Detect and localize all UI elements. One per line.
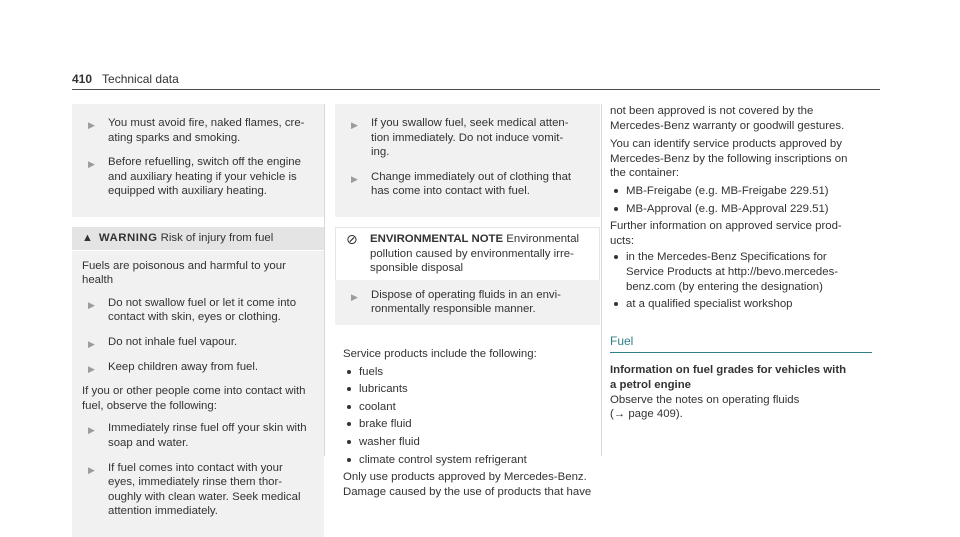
env-note-header [335,227,600,280]
warning-box [72,227,324,537]
subheading: Information on fuel grades for vehicles with a petrol engine [610,364,847,391]
info-sources-list [610,250,872,311]
arrow-bullet-icon: ▶ [88,363,95,374]
section-title: Fuel [610,334,872,354]
bullet-list [72,104,324,217]
list-item: ▶ Keep children away from fuel. [82,360,314,375]
warning-label: WARNING [98,231,158,244]
paragraph: Observe the notes on operating fluids (→ page 409). [610,393,800,421]
list-item: ▶ You must avoid fire, naked flames, cre- ating sparks and smoking. [88,117,305,144]
page-number: 410 [72,72,93,86]
paragraph: not been approved is not covered by the Mercedes-Benz warranty or goodwill gestures. [610,105,845,132]
column-3 [610,104,872,422]
list-item: ▶ Before refuelling, switch off the engine and auxiliary heating if your vehicle is equipped with auxiliary heating. [88,156,301,198]
list-item: climate control system refrigerant [343,453,600,468]
list-item: in the Mercedes-Benz Specifications for Service Products at http://bevo.mercedes- benz.com (by entering the designation) [610,250,872,294]
service-products-list [343,365,600,468]
page-title: Technical data [102,72,179,86]
list-item: ▶ If you swallow fuel, seek medical atten- tion immediately. Do not induce vomit- ing. [351,117,569,159]
service-outro: Only use products approved by Mercedes-Benz. Damage caused by the use of products that have [343,471,592,498]
header-divider [72,89,880,90]
arrow-bullet-icon: ▶ [351,173,358,184]
list-item: ▶ Do not inhale fuel vapour. [82,335,314,350]
list-item: ▶ Change immediately out of clothing that has come into contact with fuel. [351,170,572,198]
paragraph: You can identify service products approved by Mercedes-Benz by the following inscriptions on the container: [610,138,848,180]
arrow-bullet-icon: ▶ [88,425,95,436]
warning-body [72,251,324,537]
paragraph: Further information on approved service prod- ucts: [610,220,842,247]
environmental-note [335,227,600,325]
bullet-list [335,104,600,217]
list-item: MB-Freigabe (e.g. MB-Freigabe 229.51) [610,184,872,199]
list-item: ▶ Immediately rinse fuel off your skin with soap and water. [88,422,307,449]
warning-triangle-icon: ▲ [82,231,93,244]
page-header [72,72,179,87]
arrow-bullet-icon: ▶ [88,120,95,130]
warning-intro: Fuels are poisonous and harmful to your health [82,259,286,287]
column-divider [324,104,325,456]
column-2 [335,104,600,499]
list-item: brake fluid [343,417,600,432]
arrow-bullet-icon: ▶ [88,464,95,475]
env-note-title: Environmental pollution caused by environmentally irre- sponsible disposal [370,232,580,275]
list-item: lubricants [343,382,600,397]
list-item: ▶ Do not swallow fuel or let it come into contact with skin, eyes or clothing. [88,296,297,324]
list-item: coolant [343,400,600,415]
service-intro: Service products include the following: [343,347,537,360]
column-divider [601,104,602,456]
column-1 [72,104,324,537]
environment-icon: ⊘ [346,230,358,247]
arrow-bullet-icon: ▶ [351,291,358,302]
arrow-bullet-icon: ▶ [88,299,95,310]
warning-text: If you or other people come into contact with fuel, observe the following: [82,385,306,412]
list-item: MB-Approval (e.g. MB-Approval 229.51) [610,202,872,217]
list-item: ▶ Dispose of operating fluids in an envi- ronmentally responsible manner. [351,288,561,316]
service-products [335,347,600,499]
list-item: washer fluid [343,435,600,450]
list-item: ▶ If fuel comes into contact with your eyes, immediately rinse them thor- oughly with clean water. Seek medical attention immediately. [88,461,301,518]
list-item: at a qualified specialist workshop [610,297,872,312]
arrow-bullet-icon: ▶ [351,120,358,130]
env-note-label: ENVIRONMENTAL NOTE [370,232,504,245]
arrow-bullet-icon: ▶ [88,338,95,349]
env-note-body [335,280,600,325]
warning-title: Risk of injury from fuel [160,231,274,244]
arrow-bullet-icon: ▶ [88,159,95,170]
list-item: fuels [343,365,600,380]
warning-header [72,227,324,251]
inscriptions-list [610,184,872,216]
